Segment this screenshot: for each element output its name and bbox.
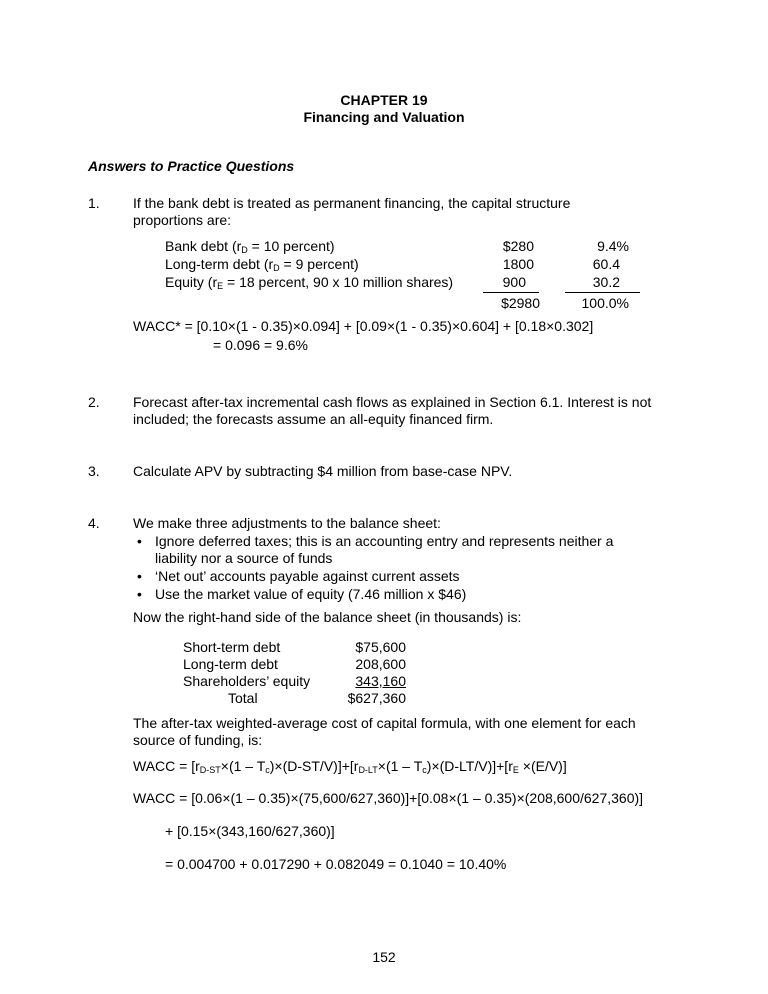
bs-value: $75,600 — [355, 639, 406, 655]
question-text: Forecast after-tax incremental cash flows as explained in Section 6.1. Interest is not included; the forecasts assume an all-equity financed firm. — [133, 394, 652, 427]
formula-intro: The after-tax weighted-average cost of capital formula, with one element for each source of funding, is: — [133, 715, 636, 748]
bullet-item: • ‘Net out’ accounts payable against current assets — [155, 568, 460, 585]
wacc-result: = 0.096 = 9.6% — [213, 337, 308, 353]
total-underline — [565, 292, 640, 293]
table-cell-amount: $280 — [502, 238, 534, 254]
question-number: 1. — [88, 195, 100, 211]
wacc-formula: WACC* = [0.10×(1 - 0.35)×0.094] + [0.09×(1 - 0.35)×0.604] + [0.18×0.302] — [133, 318, 594, 334]
wacc-calculation-cont: + [0.15×(343,160/627,360)] — [165, 823, 335, 839]
bullet-item: • Ignore deferred taxes; this is an accounting entry and represents neither a liability nor a source of funds — [155, 533, 640, 567]
bs-value: $627,360 — [347, 690, 406, 706]
chapter-title: CHAPTER 19 — [340, 92, 428, 108]
wacc-result: = 0.004700 + 0.017290 + 0.082049 = 0.1040 = 10.40% — [165, 856, 507, 872]
bs-value: 208,600 — [355, 656, 406, 672]
bs-value: 343,160 — [355, 673, 406, 689]
bs-label: Long-term debt — [183, 656, 278, 672]
question-number: 2. — [88, 394, 100, 410]
question-text: Calculate APV by subtracting $4 million from base-case NPV. — [133, 463, 513, 479]
question-number: 3. — [88, 463, 100, 479]
table-cell-percent: 9.4% — [597, 238, 629, 254]
bs-label: Shareholders’ equity — [183, 673, 311, 689]
table-row-label: Long-term debt ($r_D = 9$ percent) — [165, 256, 359, 273]
wacc-calculation: WACC = [0.06×(1 – 0.35)×(75,600/627,360)]+[0.08×(1 – 0.35)×(208,600/627,360)] — [133, 790, 644, 806]
bs-label: Short-term debt — [183, 639, 281, 655]
table-cell-amount: 900 — [502, 274, 526, 290]
bullet-item: • Use the market value of equity (7.46 million x $46) — [155, 586, 466, 603]
table-total-amount: $2980 — [501, 295, 540, 311]
question-intro: We make three adjustments to the balance sheet: — [133, 515, 441, 531]
table-cell-amount: 1800 — [502, 256, 534, 272]
page-number: 152 — [372, 949, 396, 965]
table-row-label: Bank debt ($r_D = 10$ percent) — [165, 238, 335, 255]
question-number: 4. — [88, 515, 100, 531]
table-cell-percent: 60.4 — [592, 256, 620, 272]
bs-label: Total — [228, 690, 258, 706]
table-cell-percent: 30.2 — [592, 274, 620, 290]
chapter-subtitle: Financing and Valuation — [303, 109, 465, 125]
question-text: If the bank debt is treated as permanent financing, the capital structure proportions are: — [133, 195, 571, 228]
section-heading: Answers to Practice Questions — [88, 158, 295, 174]
table-total-percent: 100.0% — [581, 295, 629, 311]
total-underline — [483, 292, 539, 293]
balance-sheet-intro: Now the right-hand side of the balance sheet (in thousands) is: — [133, 609, 522, 625]
table-row-label: Equity ($r_E = 18$ percent, 90 x 10 million shares) — [165, 274, 454, 291]
wacc-general-formula: WACC = $[r_{D-ST}\times(1 - T_c)\times(D-ST/V)]+[r_{D-LT}\times(1 - T_c)\times(D-LT/V)]+[r_E \times(E/V)]$ — [133, 758, 567, 775]
